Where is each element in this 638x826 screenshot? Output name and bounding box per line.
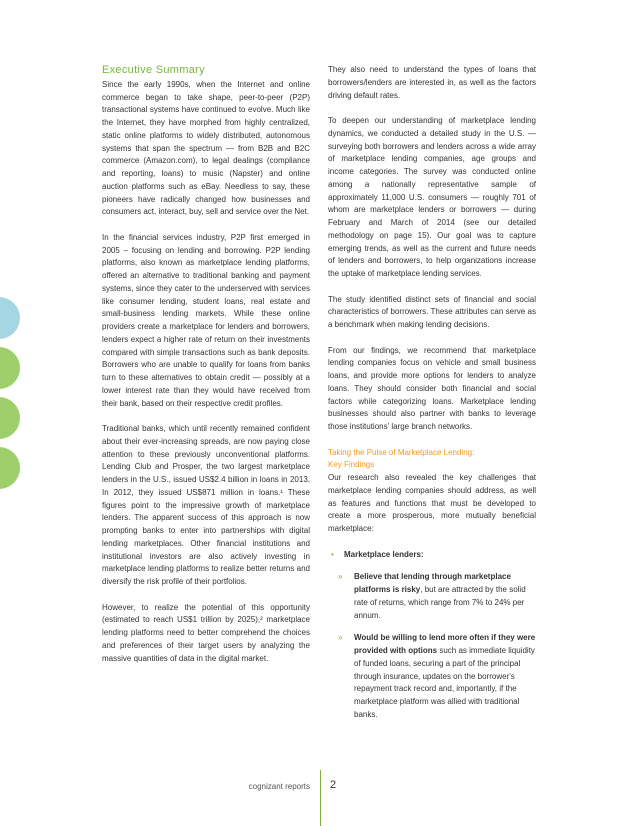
chevron-double-right-icon: »	[338, 633, 343, 643]
section-title-executive-summary: Executive Summary	[102, 64, 205, 76]
subbullet-options	[328, 632, 536, 721]
decorative-circle-green-1	[0, 347, 20, 389]
paragraph-potential: However, to realize the potential of this opportunity (estimated to reach US$1 trillion by 2025),² marketplace lending platforms need to better comprehend the choices and preferences of their target users by analyzing the massive quantities of data in the digital market.	[102, 602, 310, 663]
subbullet-risky	[328, 571, 536, 622]
decorative-circle-green-3	[0, 447, 20, 489]
bullet-label: Marketplace lenders:	[344, 549, 424, 559]
left-column	[102, 64, 310, 678]
bullet-marketplace-lenders	[328, 549, 536, 562]
footer-brand: cognizant reports	[248, 782, 310, 791]
subbullet-risky-bold: Believe that lending through marketplace platforms is risky	[354, 572, 511, 594]
paragraph-traditional-banks: Traditional banks, which until recently remained confident about their ever-increasing spreads, are now paying close attention to these previously unconventional platforms. Lending Club and Prosper, the two largest marketplace lenders in the U.S., issued US$2.4 billion in loans in 2013. In 2012, they issued US$871 million in loans.¹ These figures point to the impressive growth of marketplace lenders. The apparent success of this approach is now prompting banks to enter into partnerships with digital lending marketplaces. Other financial institutions and institutional investors are also actively investing in marketplace lending platforms to realize better returns and diversify the risk profile of their portfolios.	[102, 424, 310, 586]
paragraph-characteristics: The study identified distinct sets of financial and social characteristics of borrowers. These attributes can serve as a benchmark when making lending decisions.	[328, 294, 536, 329]
paragraph-p2p-financial: In the financial services industry, P2P first emerged in 2005 – focusing on lending and borrowing. P2P lending platforms, also known as marketplace lending platforms, offered an alternative to traditional banking and payment systems, since they cater to the underserved with services like consumer lending, student loans, real estate and small-business lending markets. While these online providers create a marketplace for lenders and borrowers, lenders expect a higher rate of return on their investments compared with simple transactions such as bank deposits. Borrowers who are unable to qualify for loans from banks turn to these alternatives to obtain credit — possibly at a lower interest rate than they would have received from their bank, based on their respective credit profiles.	[102, 232, 310, 408]
right-column	[328, 64, 536, 732]
decorative-circle-blue	[0, 297, 20, 339]
page-number: 2	[330, 779, 337, 791]
footer-divider	[320, 770, 321, 826]
chevron-double-right-icon: »	[338, 572, 343, 582]
subhead-pulse: Taking the Pulse of Marketplace Lending:	[328, 447, 475, 457]
subhead-key-findings: Key Findings	[328, 460, 375, 470]
paragraph-understand-loans: They also need to understand the types of loans that borrowers/lenders are interested in, as well as the factors driving default rates.	[328, 65, 536, 100]
paragraph-findings-intro: Our research also revealed the key challenges that marketplace lending companies should address, as well as features and functions that must be developed to create a more prosperous, more mutually beneficial marketplace:	[328, 473, 536, 533]
subbullet-options-bold: Would be willing to lend more often if they were provided with options	[354, 633, 536, 655]
subbullet-risky-text: , but are attracted by the solid rate of returns, which range from 7% to 24% per annum.	[354, 585, 526, 620]
paragraph-recommendations: From our findings, we recommend that marketplace lending companies focus on vehicle and small business loans, and provide more options for lenders to analyze loans. They should consider both financial and social factors while categorizing loans. Marketplace lending businesses should also partner with banks to leverage those institutions' large branch networks.	[328, 345, 536, 431]
bullet-icon: •	[331, 549, 334, 559]
paragraph-intro: Since the early 1990s, when the Internet and online commerce began to take shape, peer-to-peer (P2P) transactional systems have continued to evolve. Much like the Internet, they have morphed from highly centralized, static online platforms to widely distributed, autonomous systems that span the spectrum — from B2B and B2C commerce (Amazon.com), to legal dealings (compliance and reporting, loans) to music (Napster) and online auction platforms such as eBay. Needless to say, these pioneers have radically changed how businesses and consumers act, interact, buy, sell and service over the Net.	[102, 79, 310, 217]
subbullet-options-text: such as immediate liquidity of funded loans, securing a part of the principal through insurance, updates on the borrower's repayment track record and, importantly, if the marketplace platform was allied with traditional banks.	[354, 646, 535, 719]
decorative-circle-green-2	[0, 397, 20, 439]
paragraph-study: To deepen our understanding of marketplace lending dynamics, we conducted a detailed study in the U.S. — surveying both borrowers and lenders across a wide array of marketplace lending companies, age groups and income categories. The survey was conducted online among a nationally representative sample of approximately 11,000 U.S. consumers — roughly 701 of whom are marketplace lenders or borrowers — during February and March of 2014 (see our detailed methodology on page 15). Our goal was to capture emerging trends, as well as the current and future needs of lenders and borrowers, to help organizations increase the uptake of marketplace lending services.	[328, 116, 536, 278]
